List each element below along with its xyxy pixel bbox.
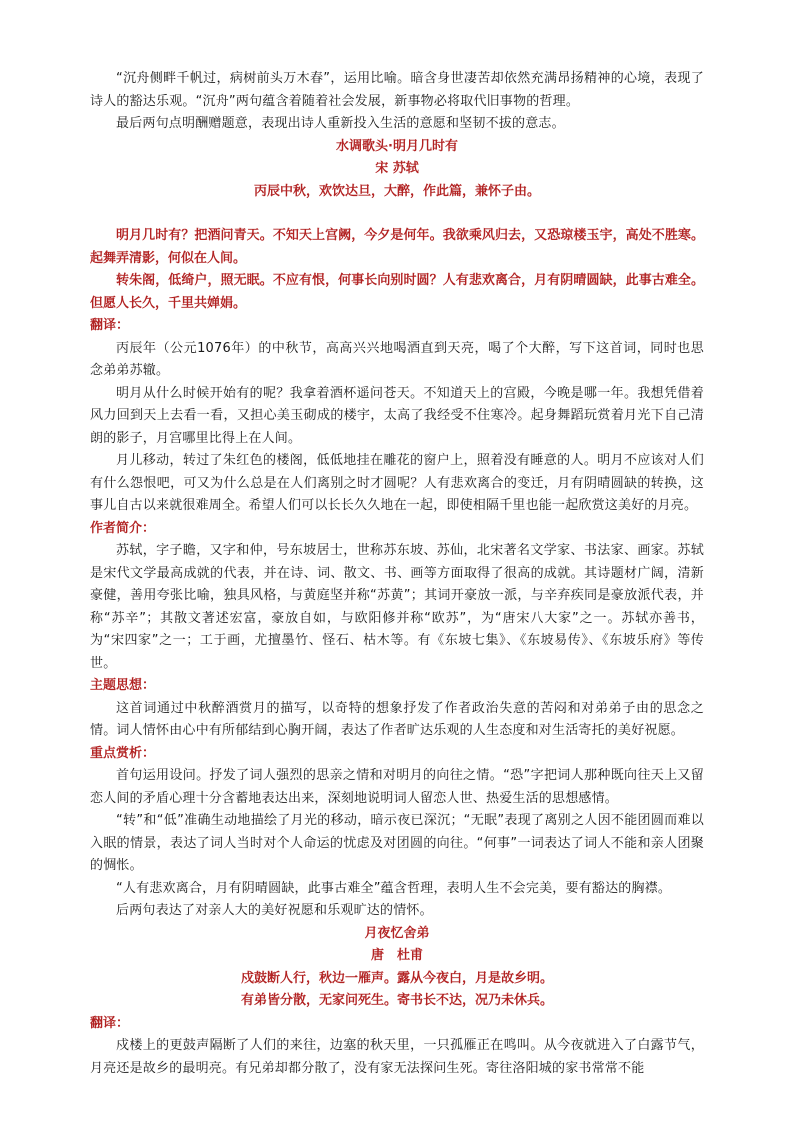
poem2-title: 月夜忆舍弟 (364, 925, 430, 941)
document-page (90, 68, 704, 1080)
poem2-author: 唐 杜甫 (370, 948, 423, 963)
poem1-translation-paragraph: 明月从什么时候开始有的呢？我拿着酒杯遥问苍天。不知道天上的宫殿，今晚是哪一年。我想凭借着风力回到天上去看一看，又担心美玉砌成的楼宇，太高了我经受不住寒冷。起身舞蹈玩赏着月光下自己清朗的影子，月宫哪里比得上在人间。 (90, 385, 704, 446)
poem2-line-1: 戍鼓断人行，秋边一雁声。露从今夜白，月是故乡明。 (240, 970, 553, 986)
poem2-line-2: 有弟皆分散，无家问死生。寄书长不达，况乃未休兵。 (240, 993, 553, 1008)
poem1-stanza-2: 转朱阁，低绮户，照无眠。不应有恨，何事长向别时圆？人有悲欢离合，月有阴晴圆缺，此事古难全。但愿人长久，千里共婵娟。 (90, 273, 704, 311)
poem1-preface: 丙辰中秋，欢饮达旦，大醉，作此篇，兼怀子由。 (253, 183, 540, 199)
author-intro-heading: 作者简介： (90, 520, 156, 536)
analysis-paragraph: “人有悲欢离合，月有阴晴圆缺，此事古难全”蕴含哲理，表明人生不会完美，要有豁达的胸襟。 (116, 880, 672, 896)
poem1-translation-paragraph: 月儿移动，转过了朱红色的楼阁，低低地挂在雕花的窗户上，照着没有睡意的人。明月不应该对人们有什么怨恨吧，可又为什么总是在人们离别之时才圆呢？人有悲欢离合的变迁，月有阴晴圆缺的转换，这事儿自古以来就很难周全。希望人们可以长长久久地在一起，即使相隔千里也能一起欣赏这美好的月亮。 (90, 453, 704, 513)
poem1-author: 宋 苏轼 (375, 161, 419, 176)
analysis-heading: 重点赏析： (90, 745, 156, 761)
spacer (90, 203, 704, 225)
poem2-translation-paragraph: 戍楼上的更鼓声隔断了人们的来往，边塞的秋天里，一只孤雁正在鸣叫。从今夜就进入了白露节气，月亮还是故乡的最明亮。有兄弟却都分散了，没有家无法探问生死。寄往洛阳城的家书常常不能 (90, 1038, 704, 1076)
theme-heading: 主题思想： (90, 678, 156, 693)
theme-paragraph: 这首词通过中秋醉酒赏月的描写，以奇特的想象抒发了作者政治失意的苦闷和对弟弟子由的思念之情。词人情怀由心中有所郁结到心胸开阔，表达了作者旷达乐观的人生态度和对生活寄托的美好祝愿。 (90, 700, 704, 738)
poem1-title: 水调歌头·明月几时有 (336, 138, 458, 154)
intro-paragraph-2: 最后两句点明酬赠题意，表现出诗人重新投入生活的意愿和坚韧不拔的意志。 (116, 116, 565, 131)
poem2-translation-heading: 翻译： (90, 1015, 130, 1031)
analysis-paragraph: 后两句表达了对亲人大的美好祝愿和乐观旷达的情怀。 (116, 903, 433, 918)
poem1-stanza-1: 明月几时有？把酒问青天。不知天上宫阙，今夕是何年。我欲乘风归去，又恐琼楼玉宇，高处不胜寒。起舞弄清影，何似在人间。 (90, 228, 704, 266)
analysis-paragraph: 首句运用设问。抒发了词人强烈的思亲之情和对明月的向往之情。“恐”字把词人那种既向往天上又留恋人间的矛盾心理十分含蓄地表达出来，深刻地说明词人留恋人世、热爱生活的思想感情。 (90, 768, 704, 806)
poem1-translation-heading: 翻译： (90, 318, 130, 333)
analysis-paragraph: “转”和“低”准确生动地描绘了月光的移动，暗示夜已深沉；“无眠”表现了离别之人因不能团圆而难以入眠的情景，表达了词人当时对个人命运的忧虑及对团圆的向往。“何事”一词表达了词人不能和亲人团聚的惆怅。 (90, 813, 704, 873)
poem1-translation-paragraph: 丙辰年（公元1076年）的中秋节，高高兴兴地喝酒直到天亮，喝了个大醉，写下这首词，同时也思念弟弟苏辙。 (90, 340, 704, 378)
intro-paragraph-1: “沉舟侧畔千帆过，病树前头万木春”，运用比喻。暗含身世凄苦却依然充满昂扬精神的心境，表现了诗人的豁达乐观。“沉舟”两句蕴含着随着社会发展，新事物必将取代旧事物的哲理。 (90, 71, 704, 109)
author-intro-paragraph: 苏轼，字子瞻，又字和仲，号东坡居士，世称苏东坡、苏仙，北宋著名文学家、书法家、画家。苏轼是宋代文学最高成就的代表，并在诗、词、散文、书、画等方面取得了很高的成就。其诗题材广阔，清新豪健，善用夸张比喻，独具风格，与黄庭坚并称“苏黄”；其词开豪放一派，与辛弃疾同是豪放派代表，并称“苏辛”；其散文著述宏富，豪放自如，与欧阳修并称“欧苏”，为“唐宋八大家”之一。苏轼亦善书，为“宋四家”之一；工于画，尤擅墨竹、怪石、枯木等。有《东坡七集》、《东坡易传》、《东坡乐府》等传世。 (90, 543, 704, 671)
